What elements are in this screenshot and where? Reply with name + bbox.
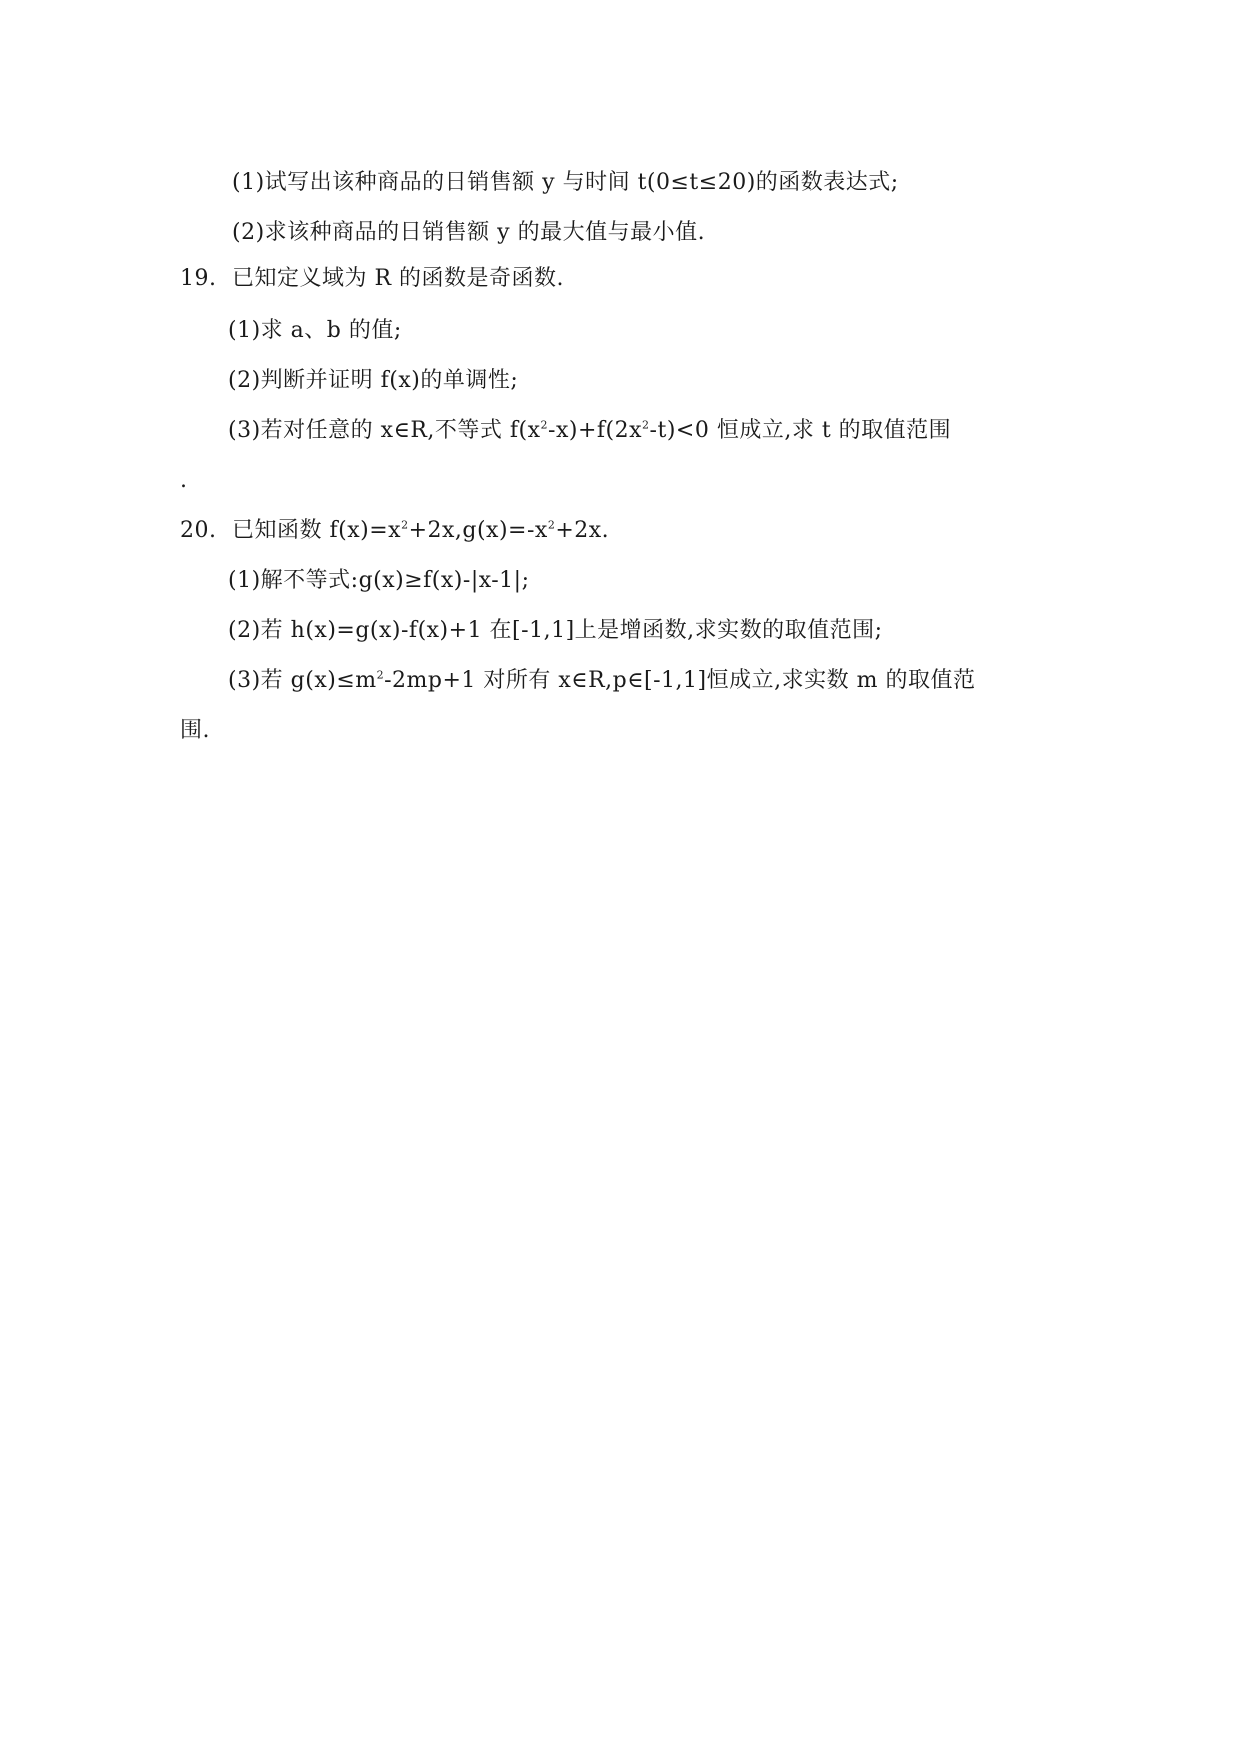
q20-stem-exponent-1: 2	[401, 518, 409, 532]
q20-part3-exponent: 2	[376, 668, 385, 682]
q19-stem-text: 已知定义域为 R 的函数是奇函数.	[232, 266, 565, 291]
q20-part3-continuation	[180, 716, 210, 746]
q20-stem-text-b: +2x,g(x)=-x	[408, 518, 548, 543]
q18-part2-text: (2)求该种商品的日销售额 y 的最大值与最小值.	[232, 220, 706, 245]
q18-part1-text: (1)试写出该种商品的日销售额 y 与时间 t(0≤t≤20)的函数表达式;	[232, 170, 899, 195]
q20-part3	[228, 666, 975, 696]
q20-part2-text: (2)若 h(x)=g(x)-f(x)+1 在[-1,1]上是增函数,求实数的取值范围;	[228, 618, 883, 643]
q20-stem-text-c: +2x.	[555, 518, 610, 543]
q20-part3-cont-text: 围.	[180, 718, 210, 743]
q20-stem	[180, 516, 609, 546]
q19-number: 19.	[180, 266, 217, 291]
q19-part1-text: (1)求 a、b 的值;	[228, 318, 402, 343]
q20-part2	[228, 616, 883, 646]
q20-part1	[228, 566, 530, 596]
q19-part1	[228, 316, 402, 346]
q19-part3-text-c: -t)<0 恒成立,求 t 的取值范围	[649, 418, 952, 443]
q20-stem-exponent-2: 2	[547, 518, 556, 532]
q19-part3-exponent-1: 2	[540, 418, 549, 432]
q19-part3-cont-text: .	[180, 468, 188, 493]
q20-part3-text-a: (3)若 g(x)≤m	[228, 668, 377, 693]
q20-part3-text-b: -2mp+1 对所有 x∈R,p∈[-1,1]恒成立,求实数 m 的取值范	[384, 668, 976, 693]
q20-part1-text: (1)解不等式:g(x)≥f(x)-|x-1|;	[228, 568, 530, 593]
q20-stem-text-a: 已知函数 f(x)=x	[232, 518, 402, 543]
q19-part3-exponent-2: 2	[642, 418, 650, 432]
q20-number: 20.	[180, 518, 217, 543]
q18-part2	[232, 218, 705, 248]
q19-part2	[228, 366, 518, 396]
q19-part3-text-a: (3)若对任意的 x∈R,不等式 f(x	[228, 418, 541, 443]
q19-part2-text: (2)判断并证明 f(x)的单调性;	[228, 368, 519, 393]
q19-part3-continuation	[180, 466, 188, 496]
q19-part3	[228, 416, 951, 446]
q19-stem	[180, 264, 564, 294]
q18-part1	[232, 168, 899, 198]
q19-part3-text-b: -x)+f(2x	[548, 418, 643, 443]
